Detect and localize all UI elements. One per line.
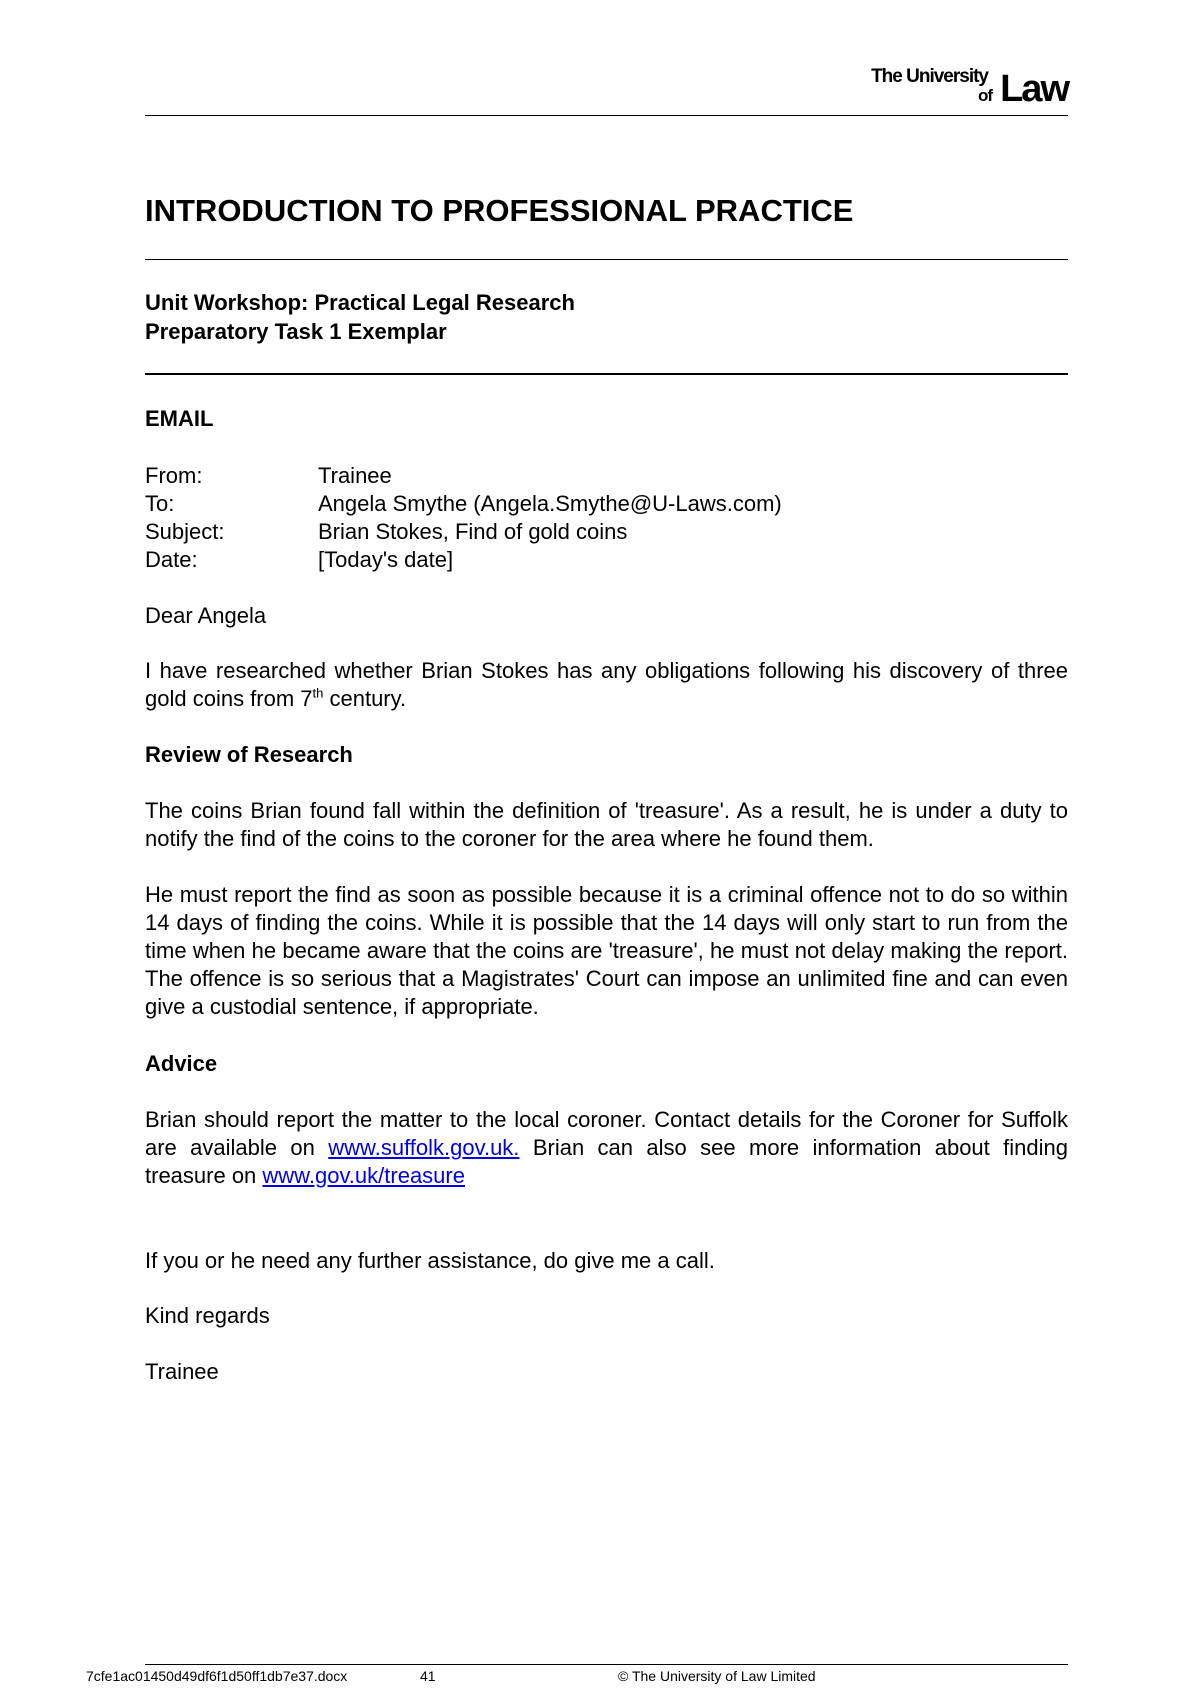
- from-label: From:: [145, 463, 203, 488]
- closing-line: If you or he need any further assistance, do give me a call.: [145, 1248, 715, 1273]
- review-heading: Review of Research: [145, 742, 353, 767]
- university-logo: [858, 66, 1068, 110]
- signature: Trainee: [145, 1359, 219, 1384]
- footer-rule: [145, 1664, 1068, 1665]
- footer-page-number: 41: [420, 1668, 436, 1684]
- title-rule: [145, 259, 1068, 260]
- unit-workshop-subtitle: Unit Workshop: Practical Legal Research: [145, 290, 575, 315]
- advice-text-1: Brian should report the matter to the local coroner. Contact details for the Coroner for Suffolk are available on: [145, 1107, 1068, 1160]
- logo-line-2: of: [977, 86, 992, 105]
- to-label: To:: [145, 491, 175, 516]
- subtitle-rule: [145, 373, 1068, 375]
- subject-value: Brian Stokes, Find of gold coins: [318, 519, 628, 544]
- header-rule: [145, 115, 1068, 116]
- intro-text-end: century.: [323, 686, 407, 711]
- greeting: Dear Angela: [145, 603, 267, 628]
- sign-off: Kind regards: [145, 1303, 270, 1328]
- review-paragraph-2: He must report the find as soon as possible because it is a criminal offence not to do so within 14 days of finding the coins. While it is possible that the 14 days will only start to run from the time when he became aware that the coins are 'treasure', he must not delay making the report. The offence is so serious that a Magistrates' Court can impose an unlimited fine and can even give a custodial sentence, if appropriate.: [145, 882, 1068, 1019]
- logo-line-3: Law: [1000, 68, 1068, 110]
- document-title: INTRODUCTION TO PROFESSIONAL PRACTICE: [145, 193, 854, 228]
- meta-to-row: [145, 490, 1068, 518]
- date-label: Date:: [145, 547, 198, 572]
- subject-label: Subject:: [145, 519, 225, 544]
- to-value: Angela Smythe (Angela.Smythe@U-Laws.com): [318, 491, 782, 516]
- meta-from-row: [145, 462, 1068, 490]
- intro-superscript: th: [312, 685, 324, 701]
- task-subtitle: Preparatory Task 1 Exemplar: [145, 319, 447, 344]
- advice-text-2: Brian can also see more information about finding treasure on: [145, 1135, 1068, 1188]
- review-paragraph-1: The coins Brian found fall within the definition of 'treasure'. As a result, he is under a duty to notify the find of the coins to the coroner for the area where he found them.: [145, 798, 1068, 851]
- advice-heading: Advice: [145, 1051, 218, 1076]
- gov-treasure-link[interactable]: www.gov.uk/treasure: [262, 1163, 465, 1188]
- email-heading: EMAIL: [145, 406, 214, 431]
- meta-subject-row: [145, 518, 1068, 546]
- date-value: [Today's date]: [318, 547, 454, 572]
- footer-copyright: © The University of Law Limited: [618, 1668, 816, 1684]
- suffolk-link[interactable]: www.suffolk.gov.uk.: [328, 1135, 520, 1160]
- logo-line-1: The University: [871, 66, 988, 87]
- email-meta: [145, 462, 1068, 574]
- meta-date-row: [145, 546, 1068, 574]
- advice-paragraph: [145, 1106, 1068, 1190]
- footer-filename: 7cfe1ac01450d49df6f1d50ff1db7e37.docx: [86, 1668, 348, 1684]
- intro-text: I have researched whether Brian Stokes has any obligations following his discovery of three gold coins from 7: [145, 658, 1068, 711]
- intro-paragraph: [145, 657, 1068, 713]
- from-value: Trainee: [318, 463, 392, 488]
